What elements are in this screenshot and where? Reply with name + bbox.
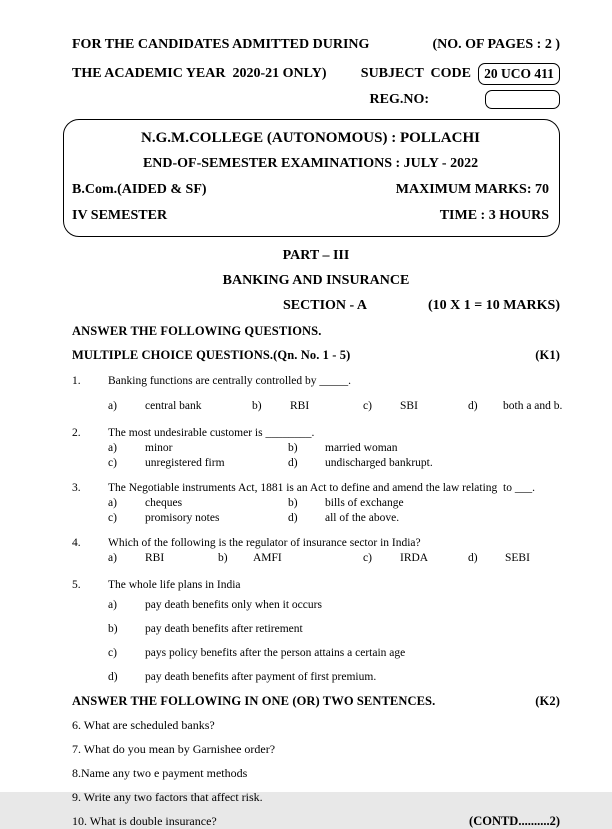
option-label: c)	[108, 512, 117, 524]
option-label: a)	[108, 497, 117, 509]
question-3-number: 3.	[72, 482, 81, 494]
subject-code-label: SUBJECT CODE	[360, 66, 471, 81]
section-a-title: SECTION - A	[283, 298, 368, 313]
course-name: B.Com.(AIDED & SF)	[72, 182, 207, 197]
question-5-option-b	[108, 622, 560, 637]
option-text: cheques	[145, 497, 183, 509]
option-label: c)	[363, 400, 372, 412]
option-text: RBI	[290, 400, 310, 412]
header-row-3	[72, 90, 560, 109]
question-4-options	[108, 551, 560, 566]
admitted-during-text: FOR THE CANDIDATES ADMITTED DURING	[72, 37, 370, 52]
option-text: AMFI	[253, 552, 282, 564]
reg-no-box	[485, 90, 560, 109]
mcq-heading-row	[72, 348, 560, 363]
time-label: TIME : 3 HOURS	[439, 208, 549, 223]
pages-count-text: (NO. OF PAGES : 2 )	[432, 37, 560, 52]
subject-code-group	[361, 63, 560, 85]
question-1	[72, 374, 560, 389]
option-text: central bank	[145, 400, 202, 412]
option-label: c)	[108, 457, 117, 469]
option-label: a)	[108, 400, 117, 412]
question-4-number: 4.	[72, 537, 81, 549]
question-5-option-a	[108, 598, 560, 613]
question-1-number: 1.	[72, 375, 81, 387]
college-name: N.G.M.COLLEGE (AUTONOMOUS) : POLLACHI	[141, 130, 480, 146]
question-9: 9. Write any two factors that affect risk.	[72, 790, 263, 804]
section-spacer	[72, 298, 283, 314]
option-text: married woman	[325, 442, 398, 454]
question-10: 10. What is double insurance?	[72, 814, 217, 828]
contd-note: (CONTD..........2)	[469, 814, 560, 828]
question-5-option-c	[108, 646, 560, 661]
question-4-text: Which of the following is the regulator of insurance sector in India?	[108, 537, 421, 549]
option-label: b)	[252, 400, 262, 412]
option-text: SBI	[400, 400, 418, 412]
semester-label: IV SEMESTER	[72, 208, 168, 223]
option-label: d)	[468, 552, 478, 564]
exam-title: END-OF-SEMESTER EXAMINATIONS : JULY - 2022	[142, 156, 479, 171]
option-label: c)	[108, 647, 117, 659]
subject-code-value: 20 UCO 411	[484, 66, 554, 81]
option-text: RBI	[145, 552, 165, 564]
question-4	[72, 536, 560, 551]
k2-heading: ANSWER THE FOLLOWING IN ONE (OR) TWO SENTENCES.	[72, 694, 436, 708]
option-text: all of the above.	[325, 512, 400, 524]
option-text: bills of exchange	[325, 497, 404, 509]
reg-no-label: REG.NO:	[369, 91, 429, 107]
semester-time-row	[72, 203, 549, 229]
question-5	[72, 578, 560, 593]
option-label: d)	[468, 400, 478, 412]
option-text: IRDA	[400, 552, 429, 564]
question-3-text: The Negotiable instruments Act, 1881 is an Act to define and amend the law relating to ___.	[108, 482, 535, 494]
mcq-heading: MULTIPLE CHOICE QUESTIONS.(Qn. No. 1 - 5)	[72, 348, 351, 362]
subject-code-box	[478, 63, 560, 85]
option-label: b)	[218, 552, 228, 564]
question-6: 6. What are scheduled banks?	[72, 718, 215, 732]
header-row-2	[72, 63, 560, 85]
option-text: unregistered firm	[145, 457, 225, 469]
option-text: pay death benefits only when it occurs	[145, 599, 322, 611]
question-5-number: 5.	[72, 579, 81, 591]
option-text: minor	[145, 442, 173, 454]
question-10-row	[72, 814, 560, 829]
question-2	[72, 426, 560, 441]
option-text: pay death benefits after retirement	[145, 623, 303, 635]
header-row-1	[72, 37, 560, 53]
option-label: b)	[108, 623, 118, 635]
question-5-option-d	[108, 670, 560, 685]
question-3	[72, 481, 560, 496]
option-text: pays policy benefits after the person attains a certain age	[145, 647, 406, 659]
k2-badge: (K2)	[535, 694, 560, 708]
k1-badge: (K1)	[535, 348, 560, 362]
option-label: d)	[108, 671, 118, 683]
option-label: b)	[288, 497, 298, 509]
course-marks-row	[72, 177, 549, 203]
k2-heading-row	[72, 694, 560, 709]
part-title: PART – III	[282, 248, 350, 263]
question-2-options	[108, 441, 560, 471]
question-5-text: The whole life plans in India	[108, 579, 241, 591]
question-3-options	[108, 496, 560, 526]
option-label: b)	[288, 442, 298, 454]
section-a-marks: (10 X 1 = 10 MARKS)	[427, 298, 560, 313]
question-2-number: 2.	[72, 427, 81, 439]
question-1-options	[108, 399, 563, 414]
option-text: undischarged bankrupt.	[325, 457, 433, 469]
question-1-text: Banking functions are centrally controlled by _____.	[108, 375, 352, 387]
question-7: 7. What do you mean by Garnishee order?	[72, 742, 276, 756]
option-text: SEBI	[505, 552, 530, 564]
option-label: d)	[288, 512, 298, 524]
answer-instruction: ANSWER THE FOLLOWING QUESTIONS.	[72, 324, 322, 338]
question-2-text: The most undesirable customer is ________.	[108, 427, 315, 439]
option-label: c)	[363, 552, 372, 564]
option-label: a)	[108, 442, 117, 454]
option-label: d)	[288, 457, 298, 469]
exam-info-box	[63, 119, 560, 237]
subject-title: BANKING AND INSURANCE	[222, 273, 410, 288]
option-text: pay death benefits after payment of first premium.	[145, 671, 377, 683]
academic-year-text: THE ACADEMIC YEAR 2020-21 ONLY)	[72, 66, 327, 81]
maximum-marks: MAXIMUM MARKS: 70	[395, 182, 549, 197]
question-8: 8.Name any two e payment methods	[72, 766, 248, 780]
section-a-row	[72, 298, 560, 314]
question-5-options	[108, 598, 560, 685]
option-label: a)	[108, 599, 117, 611]
option-text: promisory notes	[145, 512, 220, 524]
option-label: a)	[108, 552, 117, 564]
option-text: both a and b.	[503, 400, 563, 412]
